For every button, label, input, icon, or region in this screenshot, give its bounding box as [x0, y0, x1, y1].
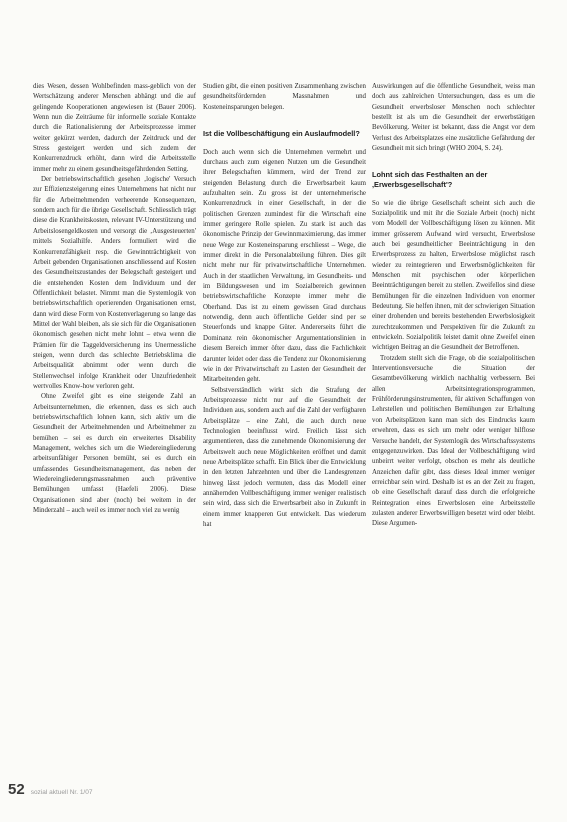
paragraph: Ohne Zweifel gibt es eine steigende Zahl an Arbeitsunternehmen, die erkennen, dass es sich auch betriebswirtschaftlich lohnen kann, sich aktiv um die Gesundheit der Arbeitnehmenden und Arbeitnehmer zu bemühen – sei es durch ein erweitertes Disability Management, welches sich um die Wiedereingliederung arbeitsunfähiger Personen bemüht, sei es durch ein umfassendes Gesundheitsmanagement, das neben der Wiedereingliederungsmassnahmen auch präventive Bemühungen umfasst (Haefeli 2006). Diese Organisationen sind aber (noch) bei weitem in der Minderzahl – auch weil es immer noch viel zu wenig	[33, 393, 196, 515]
text-column-middle	[203, 82, 366, 770]
page-footer	[8, 781, 208, 805]
paragraph: Trotzdem stellt sich die Frage, ob die sozialpolitischen Interventionsversuche die Situation der Gesamtbevölkerung wirklich nachhaltig verbessern. Bei allen Arbeitsintegrationsprogrammen, Frühförderungsinstrumenten, für aktiven Schaffungen von Lehrstellen und politischen Bemühungen zur Erhaltung von Arbeitsplätzen kann man sich des Eindrucks kaum erwehren, dass es sich um mehr oder weniger hilflose Versuche handelt, der Systemlogik des Wirtschaftssystems entgegenzuwirken. Das Ideal der Vollbeschäftigung wird unbeirrt weiter verfolgt, obschon es mehr als deutliche Anzeichen dafür gibt, dass dieses Ideal immer weniger erreichbar sein wird. Deshalb ist es an der Zeit zu fragen, ob eine Gesellschaft darauf dass durch die erfolgreiche Reintegration eines Erwerbslosen eine Arbeitsstelle zulasten anderer Erwerbswilligen besetzt wird oder bleibt. Diese Argumen-	[372, 354, 535, 528]
section-heading: Ist die Vollbeschäftigung ein Auslaufmodell?	[203, 129, 360, 139]
paragraph: Auswirkungen auf die öffentliche Gesundheit, weiss man doch aus zahlreichen Untersuchungen, dass es um die Gesundheit erwerbsloser Menschen noch schlechter bestellt ist als um die Gesundheit der erwerbstätigen Bevölkerung. Weiter ist bekannt, dass die Angst vor dem Verlust des Arbeitsplatzes eine zusätzliche Gefährdung der Gesundheit mit sich bringt (WHO 2004, S. 24).	[372, 83, 535, 153]
page-number: 52	[8, 781, 25, 798]
text-column-left	[33, 82, 196, 786]
paragraph: Doch auch wenn sich die Unternehmen vermehrt und durchaus auch zum eigenen Nutzen um die Gesundheit ihrer Belegschaften kümmern, wird der Trend zur steigenden Belastung durch die Erwerbsarbeit kaum aufzuhalten sein. Zu gross ist der unternehmerische Konkurrenzdruck in einer Gesellschaft, in der die politischen Grenzen zumindest für die Wirtschaft eine immer geringere Rolle spielen. Zu stark ist auch das ökonomische Prinzip der Gewinnmaximierung, das immer neue Wege zur Kosteneinsparung erschliesst – Wege, die immer direkt in die Personalabteilung führen. Dies gilt nicht mehr nur für privatwirtschaftliche Unternehmen. Auch in der staatlichen Verwaltung, im Gesundheits- und im Bildungswesen und im Sozialbereich gewinnen betriebswirtschaftliche Konzepte immer mehr die Oberhand. Das ist zu einem gewissen Grad durchaus notwendig, denn auch öffentliche Gelder sind per se Steuerfonds und knappe Güter. Andererseits führt die Dominanz rein ökonomischer Argumentationslinien in diesem Bereich immer öfter dazu, dass die Fachlichkeit darunter leidet oder dass die Tendenz zur Ökonomisierung wie in der Privatwirtschaft zu Lasten der Gesundheit der Mitarbeitenden geht.	[203, 148, 366, 384]
paragraph: So wie die übrige Gesellschaft scheint sich auch die Sozialpolitik und mit ihr die Soziale Arbeit (noch) nicht vom Modell der Vollbeschäftigung lösen zu können. Mit immer grösserem Aufwand wird versucht, Erwerbslose auch bei gesundheitlicher Beeinträchtigung in den Erwerbsprozess zu halten, Erwerbslose möglichst rasch wieder zu reintegrieren und Erwerbsmöglichkeiten für Menschen mit psychischen oder körperlichen Beeinträchtigungen bereit zu stellen. Zweifellos sind diese Bemühungen für die einzelnen Individuen von enormer Bedeutung. Sie helfen ihnen, mit der schwierigen Situation einer drohenden und bereits bestehenden Erwerbslosigkeit zurechtzukommen und Perspektiven für die Zukunft zu entwickeln. Sozialpolitik leistet damit ohne Zweifel einen wichtigen Beitrag an die Gesundheit der Betroffenen.	[372, 199, 535, 352]
paragraph: Selbstverständlich wirkt sich die Strafung der Arbeitsprozesse nicht nur auf die Gesundheit der Individuen aus, sondern auch auf die Zahl der verfügbaren Arbeitsplätze – eine Zahl, die auch durch neue Technologien beeinflusst wird. Freilich lässt sich argumentieren, dass die zunehmende Ökonomisierung der Arbeitswelt auch neue Möglichkeiten eröffnet und damit neue Arbeitsplätze schafft. Ein Blick über die Entwicklung in den letzten Jahrzehnten und über die Landesgrenzen hinweg lässt jedoch vermuten, dass das Modell einer annähernden Vollbeschäftigung immer weniger realistisch sein wird, dass sich die Erwerbsarbeit also in Zukunft in einem immer knapperen Gut entwickelt. Das wiederum hat	[203, 386, 366, 528]
paragraph: Studien gibt, die einen positiven Zusammenhang zwischen gesundheitsfördernden Massnahmen und Kosteneinsparungen belegen.	[203, 83, 366, 111]
journal-name: sozial aktuell Nr. 1/07	[30, 789, 93, 796]
paragraph: Der betriebswirtschaftlich gesehen ‚logische' Versuch zur Effizienzsteigerung eines Unternehmens hat nicht nur für die Arbeitnehmenden verheerende Konsequenzen, sondern auch für die übrige Gesellschaft. Schliesslich trägt diese die Krankheitskosten, relevant IV-Unterstützung und Arbeitslosengeldkosten und versorgt die ‚Ausgesteuerten' mittels Sozialhilfe. Anders formuliert wird die Konkurrenzfähigkeit resp. die Gewinnträchtigkeit von Arbeit gebenden Organisationen anschliessend auf Kosten des Gesundheitszustandes der Belegschaft gesteigert und die entstehenden Kosten dem Individuum und der Öffentlichkeit belastet. Nimmt man die Systemlogik von betriebswirtschaftlich operierenden Organisationen ernst, dann wird diese Form von Kostenverlagerung so lange das Mittel der Wahl bleiben, als sie sich für die Organisationen ökonomisch gesehen nicht mehr lohnt – etwa wenn die Prämien für die Taggeldversicherung ins Unermessliche steigen, wenn durch das schlechte Betriebsklima die Arbeitsqualität abnimmt oder wenn durch die Stellenwechsel infolge Krankheit oder Unzufriedenheit wertvolles Know-how verloren geht.	[33, 176, 196, 390]
section-heading: Lohnt sich das Festhalten an der ‚Erwerbsgesellschaft'?	[372, 170, 488, 189]
paragraph: dies Wesen, dessen Wohlbefinden mass-geblich von der Wertschätzung anderer Menschen abhängt und die auf gelingende Kooperationen angewiesen ist (Bauer 2006). Wenn nun die Zeiträume für informelle soziale Kontakte durch die Rationalisierung der Arbeitsprozesse immer weiter gekürzt werden, dadurch der Zeitdruck und der Stress gesteigert werden und sich zudem der Konkurrenzdruck erhöht, dann wird die Arbeitsstelle immer mehr zu einem gesundheitsgefährdenden Setting.	[33, 83, 196, 173]
text-column-right	[372, 82, 535, 782]
